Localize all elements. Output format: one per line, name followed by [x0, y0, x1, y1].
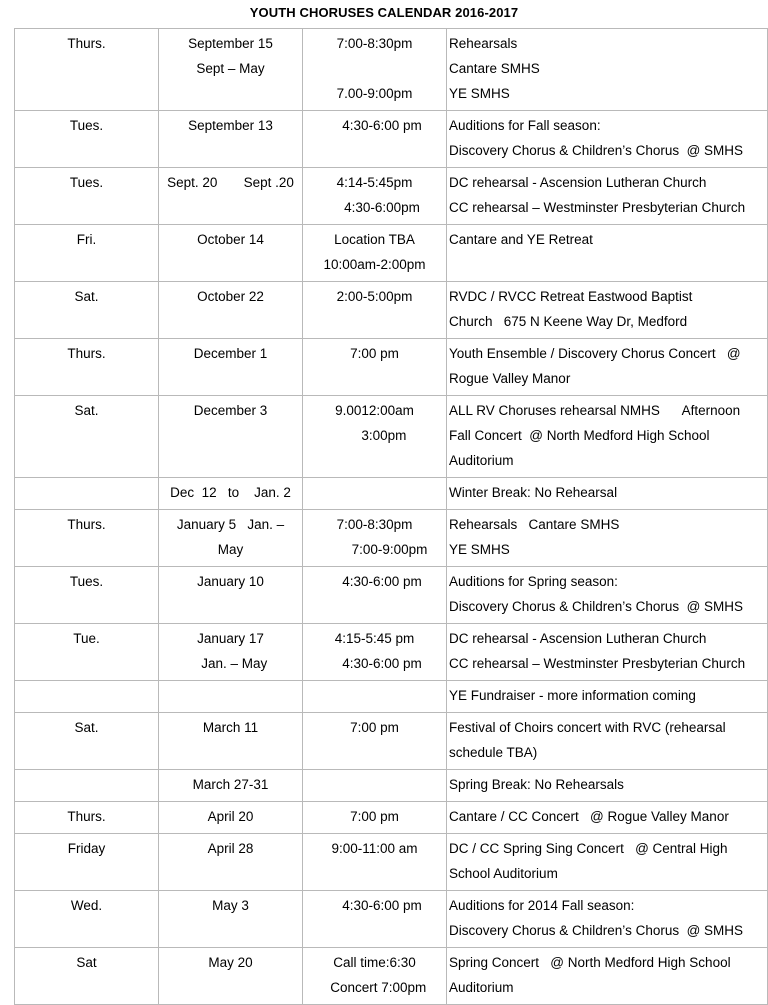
event-line: Festival of Choirs concert with RVC (rehearsal [449, 720, 726, 735]
event-line: YE Fundraiser - more information coming [449, 688, 696, 703]
day-cell [15, 339, 159, 396]
event-line: Cantare / CC Concert @ Rogue Valley Manor [449, 809, 729, 824]
day-cell [15, 681, 159, 713]
time-line: 4:14-5:45pm [336, 175, 413, 190]
date-cell [159, 339, 303, 396]
table-row [15, 681, 768, 713]
table-row [15, 111, 768, 168]
date-cell [159, 770, 303, 802]
table-row [15, 29, 768, 111]
event-line: DC / CC Spring Sing Concert @ Central High [449, 841, 728, 856]
event-cell [447, 510, 768, 567]
event-line: Rogue Valley Manor [449, 371, 571, 386]
date-line: April 28 [207, 841, 254, 856]
event-cell [447, 339, 768, 396]
time-line: 4:30-6:00 pm [327, 898, 422, 913]
time-cell [303, 948, 447, 1005]
event-line: Discovery Chorus & Children’s Chorus @ SMHS [449, 923, 744, 938]
time-line: 9:00-11:00 am [331, 841, 418, 856]
day-line [17, 772, 156, 797]
date-line: May 20 [208, 955, 253, 970]
table-row [15, 396, 768, 478]
date-line: April 20 [207, 809, 254, 824]
date-line: January 5 Jan. – [176, 517, 285, 532]
table-row [15, 168, 768, 225]
date-line: Jan. – May [193, 656, 268, 671]
event-cell [447, 681, 768, 713]
time-cell [303, 567, 447, 624]
date-cell [159, 111, 303, 168]
time-cell [303, 111, 447, 168]
date-cell [159, 802, 303, 834]
time-cell [303, 802, 447, 834]
time-cell [303, 770, 447, 802]
date-line: May 3 [212, 898, 249, 913]
event-line: Spring Concert @ North Medford High School [449, 955, 731, 970]
day-line: Thurs. [67, 809, 106, 824]
date-cell [159, 713, 303, 770]
event-cell [447, 834, 768, 891]
event-line: CC rehearsal – Westminster Presbyterian Church [449, 200, 746, 215]
event-line: Discovery Chorus & Children’s Chorus @ SMHS [449, 599, 744, 614]
day-cell [15, 770, 159, 802]
day-line: Wed. [70, 898, 103, 913]
day-line: Friday [67, 841, 106, 856]
time-line: Location TBA [334, 232, 415, 247]
table-row [15, 282, 768, 339]
day-cell [15, 713, 159, 770]
day-cell [15, 624, 159, 681]
time-cell [303, 834, 447, 891]
event-cell [447, 948, 768, 1005]
event-cell [447, 168, 768, 225]
event-line: Cantare and YE Retreat [449, 232, 593, 247]
day-line: Tues. [69, 175, 104, 190]
day-cell [15, 168, 159, 225]
date-line: January 10 [197, 574, 264, 589]
event-line: Auditions for Fall season: [449, 118, 601, 133]
table-row [15, 770, 768, 802]
time-line: 4:30-6:00pm [329, 200, 420, 215]
event-line: Winter Break: No Rehearsal [449, 485, 618, 500]
date-line: May [217, 542, 244, 557]
time-line: 2:00-5:00pm [336, 289, 413, 304]
event-line: Discovery Chorus & Children’s Chorus @ SMHS [449, 143, 744, 158]
event-line: Youth Ensemble / Discovery Chorus Concert @ [449, 346, 741, 361]
table-row [15, 834, 768, 891]
day-line: Tues. [69, 118, 104, 133]
day-line: Fri. [76, 232, 97, 247]
day-line: Sat. [74, 720, 99, 735]
date-cell [159, 834, 303, 891]
event-cell [447, 624, 768, 681]
table-row [15, 567, 768, 624]
date-line: March 27-31 [192, 777, 269, 792]
time-line: 10:00am-2:00pm [323, 257, 426, 272]
time-line: Concert 7:00pm [322, 980, 427, 995]
day-cell [15, 510, 159, 567]
event-line: Spring Break: No Rehearsals [449, 777, 624, 792]
date-cell [159, 681, 303, 713]
date-line: September 13 [188, 118, 273, 133]
day-cell [15, 948, 159, 1005]
time-line: 7:00-8:30pm [336, 36, 413, 51]
table-row [15, 478, 768, 510]
day-cell [15, 29, 159, 111]
event-line: Rehearsals [449, 36, 518, 51]
event-line: Church 675 N Keene Way Dr, Medford [449, 314, 688, 329]
event-cell [447, 770, 768, 802]
table-row [15, 624, 768, 681]
table-row [15, 225, 768, 282]
time-line: 4:30-6:00 pm [327, 574, 422, 589]
calendar-table [14, 28, 768, 1005]
table-row [15, 802, 768, 834]
time-cell [303, 891, 447, 948]
day-cell [15, 282, 159, 339]
day-line: Sat [76, 955, 97, 970]
event-line: RVDC / RVCC Retreat Eastwood Baptist [449, 289, 693, 304]
event-line: YE SMHS [449, 86, 510, 101]
table-row [15, 713, 768, 770]
time-cell [303, 396, 447, 478]
event-cell [447, 111, 768, 168]
date-cell [159, 282, 303, 339]
table-row [15, 339, 768, 396]
event-line: Cantare SMHS [449, 61, 540, 76]
page-title: YOUTH CHORUSES CALENDAR 2016-2017 [249, 5, 519, 20]
event-line: Fall Concert @ North Medford High School [449, 428, 710, 443]
event-line: schedule TBA) [449, 745, 538, 760]
day-cell [15, 478, 159, 510]
date-cell [159, 948, 303, 1005]
time-cell [303, 681, 447, 713]
event-line: YE SMHS [449, 542, 510, 557]
date-line: September 15 [188, 36, 273, 51]
time-line: 7:00 pm [350, 809, 399, 824]
time-line: 4:30-6:00 pm [327, 656, 422, 671]
time-cell [303, 282, 447, 339]
day-line: Thurs. [67, 36, 106, 51]
date-line [161, 683, 300, 708]
event-cell [447, 225, 768, 282]
time-line [305, 683, 444, 708]
day-line: Thurs. [67, 517, 106, 532]
table-row [15, 510, 768, 567]
date-line: October 14 [197, 232, 264, 247]
event-line: DC rehearsal - Ascension Lutheran Church [449, 175, 707, 190]
time-line: Call time:6:30 [333, 955, 416, 970]
date-line: December 3 [193, 403, 268, 418]
event-line: Auditorium [449, 453, 514, 468]
event-cell [447, 567, 768, 624]
time-line [305, 480, 444, 505]
calendar-body [15, 29, 768, 1005]
time-line [305, 772, 444, 797]
table-row [15, 948, 768, 1005]
day-cell [15, 834, 159, 891]
date-line: January 17 [197, 631, 264, 646]
date-cell [159, 891, 303, 948]
time-line: 3:00pm [342, 428, 407, 443]
day-cell [15, 396, 159, 478]
event-cell [447, 29, 768, 111]
event-cell [447, 478, 768, 510]
date-cell [159, 225, 303, 282]
event-cell [447, 282, 768, 339]
time-line: 7:00 pm [350, 720, 399, 735]
day-line: Sat. [74, 289, 99, 304]
time-line: 7.00-9:00pm [336, 86, 413, 101]
time-line: 9.0012:00am [335, 403, 414, 418]
time-cell [303, 225, 447, 282]
day-line [17, 683, 156, 708]
time-cell [303, 339, 447, 396]
event-cell [447, 713, 768, 770]
time-line: 7:00-9:00pm [321, 542, 428, 557]
date-line: March 11 [202, 720, 259, 735]
date-cell [159, 567, 303, 624]
event-line: Auditorium [449, 980, 514, 995]
event-line: Auditions for 2014 Fall season: [449, 898, 635, 913]
date-cell [159, 29, 303, 111]
date-cell [159, 478, 303, 510]
event-cell [447, 802, 768, 834]
event-line: Rehearsals Cantare SMHS [449, 517, 620, 532]
date-cell [159, 396, 303, 478]
time-cell [303, 168, 447, 225]
date-cell [159, 510, 303, 567]
time-cell [303, 29, 447, 111]
day-cell [15, 111, 159, 168]
time-line: 7:00-8:30pm [336, 517, 413, 532]
date-cell [159, 624, 303, 681]
time-line: 7:00 pm [350, 346, 399, 361]
day-line [17, 480, 156, 505]
event-cell [447, 396, 768, 478]
date-cell [159, 168, 303, 225]
event-line: CC rehearsal – Westminster Presbyterian Church [449, 656, 746, 671]
time-line: 4:15-5:45 pm [334, 631, 415, 646]
day-cell [15, 891, 159, 948]
date-line: December 1 [193, 346, 268, 361]
event-line: Auditions for Spring season: [449, 574, 618, 589]
day-cell [15, 802, 159, 834]
table-row [15, 891, 768, 948]
day-line: Tue. [73, 631, 100, 646]
day-line: Thurs. [67, 346, 106, 361]
time-cell [303, 713, 447, 770]
time-line: 4:30-6:00 pm [327, 118, 422, 133]
date-line: Sept. 20 Sept .20 [167, 175, 294, 190]
time-cell [303, 478, 447, 510]
date-line: Dec 12 to Jan. 2 [170, 485, 291, 500]
event-line: ALL RV Choruses rehearsal NMHS Afternoon [449, 403, 741, 418]
time-cell [303, 624, 447, 681]
day-cell [15, 225, 159, 282]
day-cell [15, 567, 159, 624]
event-line: School Auditorium [449, 866, 558, 881]
time-cell [303, 510, 447, 567]
day-line: Sat. [74, 403, 99, 418]
time-line [305, 56, 444, 81]
day-line: Tues. [69, 574, 104, 589]
event-line: DC rehearsal - Ascension Lutheran Church [449, 631, 707, 646]
date-line: Sept – May [196, 61, 265, 76]
date-line: October 22 [197, 289, 264, 304]
event-cell [447, 891, 768, 948]
